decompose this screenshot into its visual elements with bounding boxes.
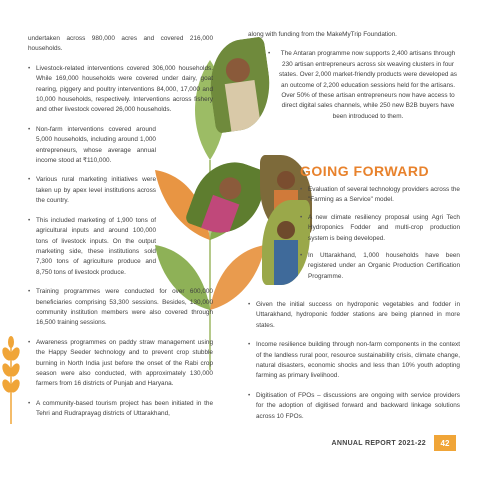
right-bottom-para-0: • Given the initial success on hydroponic vegetables and fodder in Uttarakhand, hydroponic fodder stations are being planned in more states.: [248, 300, 460, 331]
left-para-5: • Training programmes were conducted for over 600,000 beneficiaries comprising 53,300 sessions. Besides, 130,000 community institution members were also covered through 16,500 training sessions.: [28, 287, 213, 329]
left-para-7: • A community-based tourism project has been initiated in the Tehri and Rudraprayag districts of Uttarakhand,: [28, 399, 213, 420]
going-forward-item-0: • Evaluation of several technology providers across the "Farming as a Service" model.: [300, 185, 460, 206]
going-forward-heading: GOING FORWARD: [300, 163, 430, 179]
left-para-4: • This included marketing of 1,900 tons of agricultural inputs and around 100,000 tons of livestock inputs. On the output marketing side, these institutions sold 7,300 tons of agriculture produce and 8,750 tons of livestock produce.: [28, 216, 156, 278]
right-column-bottom: [248, 300, 460, 431]
right-column-top: [248, 30, 460, 131]
going-forward-item-1: • A new climate resiliency proposal using Agri Tech Hydroponics Fodder and multi-crop production system is being developed.: [300, 213, 460, 244]
page-footer: [332, 432, 480, 454]
left-para-2: • Non-farm interventions covered around 5,000 households, including around 1,000 entrepreneurs, whose average annual income stood at ₹110,000.: [28, 125, 156, 167]
left-column: [28, 34, 213, 429]
left-para-6: • Awareness programmes on paddy straw management using the Happy Seeder technology and to prevent crop stubble burning in North India just before the onset of the Rabi crop season were also conducted, with approximately 130,000 farmers from 16 districts of Punjab and Haryana.: [28, 338, 213, 390]
going-forward-section: [300, 163, 460, 289]
right-bottom-para-1: • Income resilience building through non-farm components in the context of the landless rural poor, resource sustainability crisis, climate change, natural disasters, economic shocks and less than 10% youth adopting farming as primary livelihood.: [248, 340, 460, 382]
going-forward-item-2: • In Uttarakhand, 1,000 households have been registered under an Organic Production Certification Programme.: [300, 251, 460, 282]
right-para-0: along with funding from the MakeMyTrip Foundation.: [248, 31, 397, 38]
right-bottom-para-2: • Digitisation of FPOs – discussions are ongoing with service providers for the adoption of digitised forward and backward linkage solutions across 10 FPOs.: [248, 391, 460, 422]
wheat-icon: [0, 334, 22, 424]
page-number: 42: [434, 435, 456, 451]
left-para-1: • Livestock-related interventions covered 306,000 households. While 169,000 households were covered under dairy, goat rearing, piggery and poultry interventions 84,000, 17,000 and 10,000 households, respectively. Interventions across fishery and other livestock covered 26,000 households.: [28, 64, 213, 116]
left-para-0: undertaken across 980,000 acres and covered 216,000 households.: [28, 35, 213, 53]
right-para-1: • The Antaran programme now supports 2,400 artisans through 230 artisan entrepreneurs across six weaving clusters in four states. Over 2,000 market-friendly products were developed as an outcome of 2,200 education sessions held for the artisans. Over 50% of these artisan entrepreneurs now have access to direct digital sales channels, while 250 new B2B buyers have been introduced to them.: [268, 49, 460, 122]
left-para-3: • Various rural marketing initiatives were taken up by apex level institutions across the country.: [28, 175, 156, 206]
footer-label: ANNUAL REPORT 2021-22: [331, 439, 426, 447]
